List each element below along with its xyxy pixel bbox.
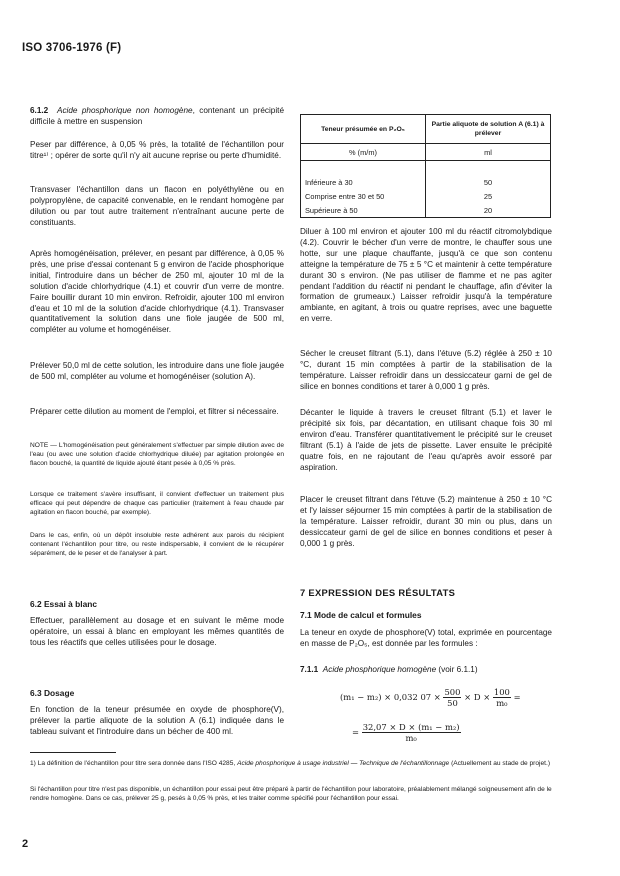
document-id: ISO 3706-1976 (F) — [22, 42, 122, 54]
note-1: NOTE — L'homogénéisation peut généralement s'effectuer par simple dilution avec de l'eau (ou avec une solution d'acide chlorhydrique diluée) par agitation prolongée en flacon bouché, la quantité de liquide ajouté étant pesée à 0,05 % près. — [30, 442, 284, 467]
paragraph-homogenisation: Après homogénéisation, prélever, en pesant par différence, à 0,05 % près, une prise d'essai contenant 5 g environ de l'acide phosphorique initial, l'introduire dans un bécher de 250 ml, ajouter 10 ml de la solution d'acide chlorhydrique (4.1) et couvrir d'un verre de montre. Faire bouillir durant 10 min environ. Refroidir, ajouter 100 ml environ d'eau et 10 ml de la solution d'acide chlorhydrique (4.1). Transvaser quantitativement la solution dans une fiole jaugée de 500 ml, compléter au volume et homogénéiser. — [30, 249, 284, 335]
page-number: 2 — [22, 838, 29, 850]
fraction-result: $\frac{\text{32,07 × D × (m₁ − m₂)}}{\text{m₀}}$ — [362, 722, 460, 743]
section-6-1-2-intro: 6.1.2 Acide phosphorique non homogène, contenant un précipité difficile à mettre en suspension — [30, 106, 285, 126]
section-6-3-title: 6.3 Dosage — [30, 688, 75, 698]
section-6-3-text: En fonction de la teneur présumée en oxyde de phosphore(V), prélever la partie aliquote de la solution A (6.1) indiquée dans le tableau suivant et l'introduire dans un bécher de 400 ml. — [30, 705, 284, 736]
table-header-content: Teneur présumée en P₂O₅ — [301, 115, 426, 144]
formula-line-1: (m₁ − m₂) × 0,032 07 × $\frac{500}{50}$ × D × $\frac{100}{\text{m₀}}$ = — [340, 687, 521, 708]
paragraph-drying-crucible: Sécher le creuset filtrant (5.1), dans l'étuve (5.2) réglée à 250 ± 10 °C, durant 15 min comptées à partir de la stabilisation de la température. Laisser refroidir dans un dessiccateur garni de gel de silice en bonnes conditions et tarer à 0,000 1 g près. — [300, 349, 552, 391]
table-row: Supérieure à 50 20 — [301, 203, 551, 218]
paragraph-solution-a: Prélever 50,0 ml de cette solution, les introduire dans une fiole jaugée de 500 ml, compléter au volume et homogénéiser (solution A). — [30, 361, 284, 381]
section-6-1-2-title: Acide phosphorique non homogène — [56, 106, 193, 115]
fraction-100-m0: $\frac{100}{\text{m₀}}$ — [493, 687, 510, 708]
paragraph-final-drying: Placer le creuset filtrant dans l'étuve (5.2) maintenue à 250 ± 10 °C et l'y laisser séjourner 15 min comptées à partir de la stabilisation de la température. Laisser refroidir, durant 30 min ou plus, dans un dessiccateur garni de gel de silice en bonnes conditions et peser à 0,000 1 g près. — [300, 495, 552, 548]
note-2: Lorsque ce traitement s'avère insuffisant, il convient d'effectuer un traitement plus efficace qui peut dépendre de chaque cas particulier (traitement à l'eau chaude par agitation en flacon bouché, par exemple). — [30, 491, 284, 516]
paragraph-precipitation: Diluer à 100 ml environ et ajouter 100 ml du réactif citromolybdique (4.2). Couvrir le bécher d'un verre de montre, le chauffer sous une hotte, sur une plaque chauffante, jusqu'à ce que son contenu atteigne la température de 75 ± 5 °C et maintenir à cette température durant 30 s environ. (Ne pas utiliser de flamme et ne pas agiter pendant l'addition du réactif ni pendant le chauffage, afin d'éviter la formation de grumeaux.) Laisser refroidir jusqu'à la température ambiante, en agitant, à trois ou quatre reprises, avec une baguette en verre. — [300, 227, 552, 324]
section-7-1-text: La teneur en oxyde de phosphore(V) total, exprimée en pourcentage en masse de P₂O₅, est donnée par les formules : — [300, 628, 552, 648]
table-row: Inférieure à 30 50 — [301, 175, 551, 189]
section-6-2-text: Effectuer, parallèlement au dosage et en suivant le même mode opératoire, un essai à blanc en employant les mêmes quantités de tous les réactifs que celles utilisées pour le dosage. — [30, 616, 284, 647]
footnote-1: 1) La définition de l'échantillon pour titre sera donnée dans l'ISO 4285, Acide phosphorique à usage industriel — Technique de l'échantillonnage (Actuellement au stade de projet.) — [30, 760, 551, 767]
footnote-2: Si l'échantillon pour titre n'est pas disponible, un échantillon pour essai peut être préparé à partir de l'échantillon pour laboratoire, préalablement mélangé soigneusement afin de le rendre homogène. Dans ce cas, prélever 25 g, pesés à 0,05 % près, et les traiter comme spécifié pour l'échantillon pour essai. — [30, 786, 552, 802]
paragraph-weighing: Peser par différence, à 0,05 % près, la totalité de l'échantillon pour titre¹⁾ ; opérer de sorte qu'il n'y ait aucune reprise ou perte d'humidité. — [30, 140, 284, 160]
formula-line-2: = $\frac{\text{32,07 × D × (m₁ − m₂)}}{\text{m₀}}$ — [352, 722, 460, 743]
paragraph-decanting: Décanter le liquide à travers le creuset filtrant (5.1) et laver le précipité six fois, par décantation, en utilisant chaque fois 30 ml environ d'eau. Transférer quantitativement le précipité sur le creuset filtrant (5.1) à l'aide de jets de pissette. Laver ensuite le précipité quatre fois, en ne rajoutant de l'eau qu'après avoir essoré par aspiration. — [300, 408, 552, 472]
section-7-1-title: 7.1 Mode de calcul et formules — [300, 610, 422, 620]
paragraph-prepare-dilution: Préparer cette dilution au moment de l'emploi, et filtrer si nécessaire. — [30, 407, 279, 416]
aliquot-table — [300, 114, 551, 218]
table-row: Comprise entre 30 et 50 25 — [301, 189, 551, 203]
section-7-title: 7 EXPRESSION DES RÉSULTATS — [300, 587, 456, 598]
paragraph-transfer: Transvaser l'échantillon dans un flacon en polyéthylène ou en polypropylène, de capacité convenable, en le rendant homogène par dilution ou par tout autre traitement n'entraînant aucune perte de constituants. — [30, 185, 284, 227]
section-6-2-title: 6.2 Essai à blanc — [30, 599, 98, 609]
section-7-1-1: 7.1.1 Acide phosphorique homogène (voir 6.1.1) — [300, 665, 478, 674]
table-unit-ml: ml — [426, 144, 551, 161]
table-header-aliquot: Partie aliquote de solution A (6.1) à prélever — [426, 115, 551, 144]
section-6-1-2 — [30, 106, 284, 128]
table-unit-percent: % (m/m) — [301, 144, 426, 161]
note-3: Dans le cas, enfin, où un dépôt insoluble reste adhérent aux parois du récipient contenant l'échantillon pour titre, ou reste indispersable, il convient de le récupérer séparément, de le peser et de l'analyser à part. — [30, 532, 284, 557]
footnote-divider — [30, 752, 116, 753]
fraction-500-50: $\frac{500}{50}$ — [444, 687, 461, 708]
